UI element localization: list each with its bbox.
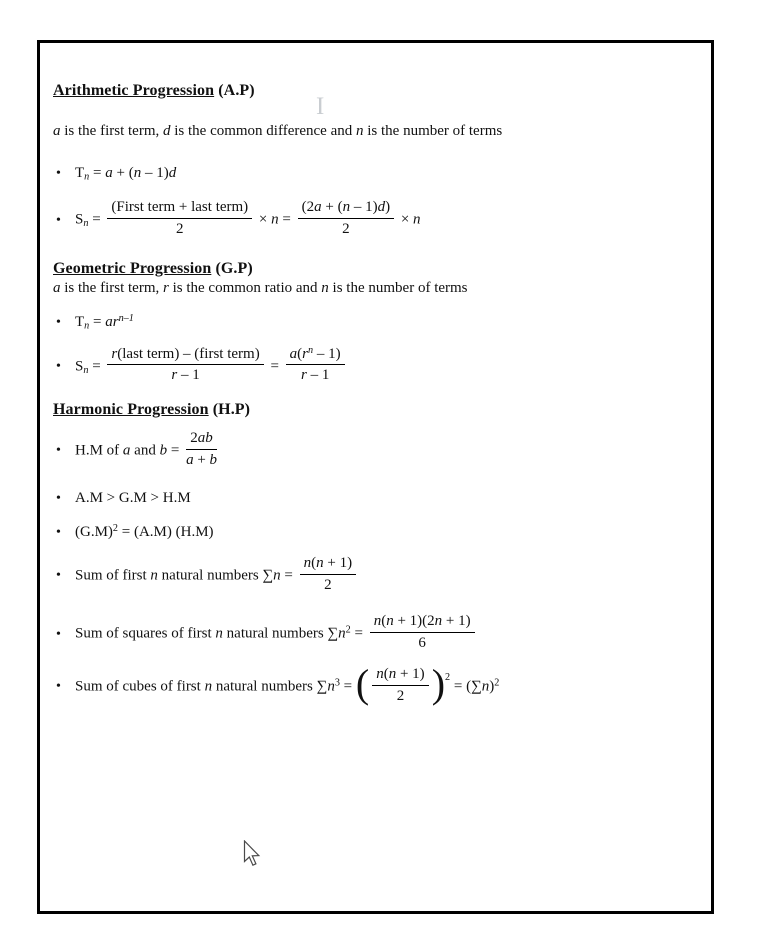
formula-ap-nth-term: $T_n = a + (n - 1)d$ (75, 165, 177, 183)
formula-harmonic-mean: H.M of a and b = $\frac{2ab}{a + b}$ (75, 429, 218, 468)
formula-gp-nth-term: $T_n = ar^{n-1}$ (75, 312, 134, 332)
heading-suffix: (A.P) (214, 82, 255, 99)
heading-suffix: (G.P) (211, 259, 253, 277)
bullet-item-sum-first-n (53, 556, 687, 597)
formula-sum-first-n: Sum of first n natural numbers ∑n = $\frac{n(n + 1)}{2}$ (75, 556, 687, 597)
bullet-icon: • (56, 490, 61, 506)
bullet-icon: • (56, 626, 61, 642)
formula-mean-identity: $(G.M)^2 = (A.M)$ (H.M) (75, 522, 214, 541)
heading-underlined-text: Geometric Progression (53, 259, 212, 277)
bullet-icon: • (56, 212, 61, 228)
bullet-icon: • (56, 314, 61, 330)
formula-mean-inequality: A.M > G.M > H.M (75, 490, 191, 507)
ap-intro-text: a is the first term, d is the common difference and n is the number of terms (53, 122, 503, 139)
bullet-icon: • (56, 165, 61, 181)
formula-sum-cubes: Sum of cubes of first n natural numbers $\sum n^3$ = ( $\frac{n(n + 1)}{2}$ )$^2 = (\sum n)^2$ (75, 661, 500, 707)
mouse-arrow-cursor-icon (243, 840, 261, 867)
bullet-item-mean-identity (53, 523, 687, 542)
bullet-item-gp-nth-term (53, 313, 687, 332)
bullet-icon: • (56, 568, 61, 584)
document-page (37, 40, 714, 914)
bullet-item-gp-sum (53, 344, 687, 388)
bullet-item-mean-inequality (53, 489, 687, 508)
bullet-item-harmonic-mean (53, 431, 687, 472)
section-heading-harmonic-progression (53, 401, 687, 419)
section-heading-geometric-progression (53, 260, 687, 278)
bullet-item-ap-sum (53, 200, 687, 241)
bullet-icon: • (56, 524, 61, 540)
heading-suffix: (H.P) (208, 401, 251, 419)
i-beam-text-caret-icon: I (316, 93, 325, 120)
gp-intro-text: a is the first term, r is the common ratio and n is the number of terms (53, 280, 468, 297)
bullet-icon: • (56, 679, 61, 695)
formula-gp-sum: $S_n$ = $\frac{\text{r(last term) – (first term)}}{r - 1}$ = $\frac{a(r^n - 1)}{r - 1}$ (75, 347, 687, 388)
bullet-icon: • (56, 443, 61, 459)
formula-ap-sum: $S_n$ = $\frac{\text{(First term + last term)}}{2}$ × n = $\frac{(2a + (n - 1)d)}{2}$ × n (75, 199, 421, 237)
bullet-item-sum-squares (53, 614, 687, 655)
bullet-icon: • (56, 359, 61, 375)
heading-underlined-text: Arithmetic Progression (53, 82, 215, 99)
bullet-item-sum-cubes (53, 661, 687, 708)
heading-underlined-text: Harmonic Progression (53, 401, 209, 419)
formula-sum-squares: Sum of squares of first n natural numbers $\sum n^2$ = $\frac{n(n + 1)(2n + 1)}{6}$ (75, 614, 687, 655)
section-heading-arithmetic-progression (53, 82, 687, 100)
bullet-item-ap-nth-term (53, 164, 687, 183)
